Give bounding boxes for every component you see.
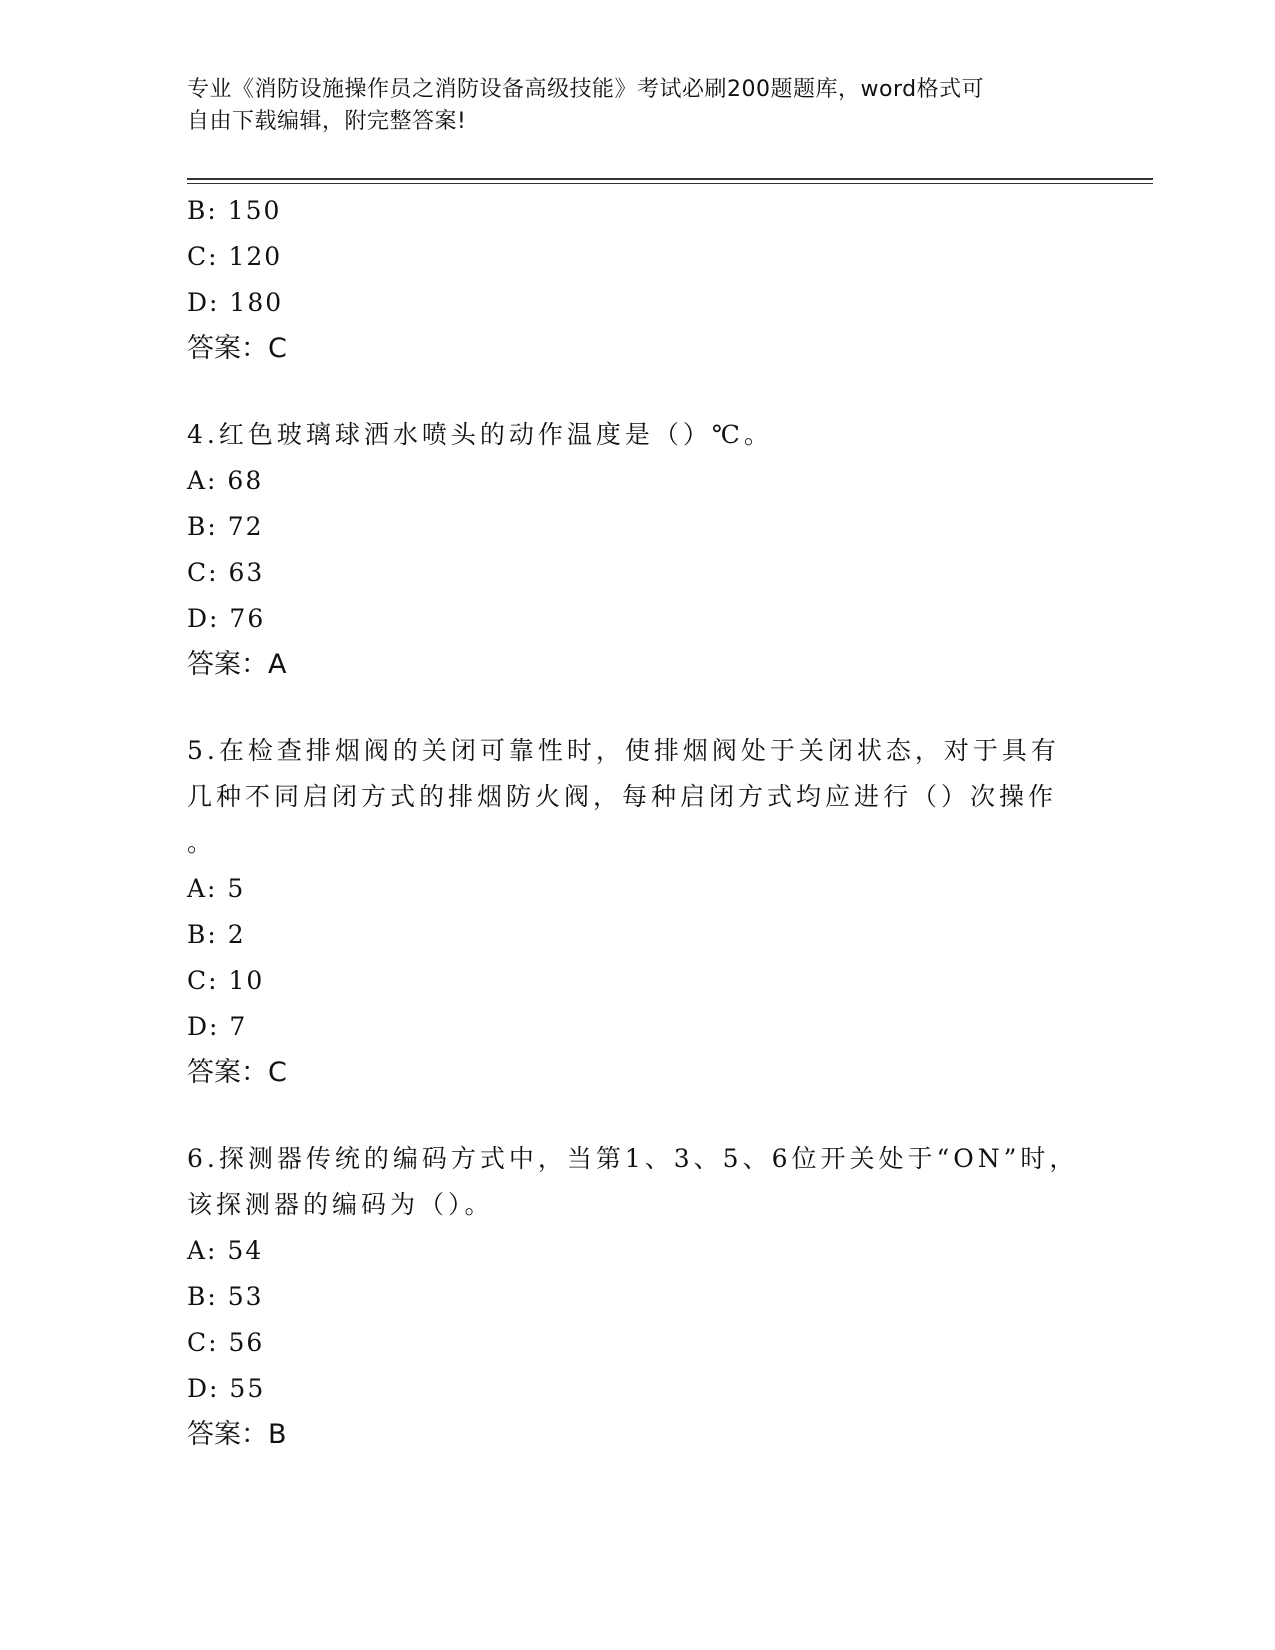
option-b: B: 72 [187,512,264,541]
question-text-line: 几种不同启闭方式的排烟防火阀，每种启闭方式均应进行（）次操作 [187,782,1058,811]
option-d: D: 180 [187,288,284,317]
option-c: C: 56 [187,1328,265,1357]
answer-line: 答案：C [187,1057,287,1088]
option-d: D: 7 [187,1012,248,1041]
question-text-line: 5.在检查排烟阀的关闭可靠性时，使排烟阀处于关闭状态，对于具有 [187,736,1060,765]
question-5 [187,728,1067,1096]
question-text-line: 6.探测器传统的编码方式中，当第1、3、5、6位开关处于“ON”时， [187,1144,1079,1173]
question-6 [187,1136,1079,1458]
answer-line: 答案：C [187,333,287,364]
question-text [187,412,1067,458]
option-d: D: 55 [187,1374,266,1403]
option-c: C: 120 [187,242,283,271]
option-b: B: 150 [187,196,282,225]
question-text [187,1136,1079,1228]
option-a: A: 5 [187,874,246,903]
question-text-line: 4.红色玻璃球洒水喷头的动作温度是（）℃。 [187,420,773,449]
option-d: D: 76 [187,604,266,633]
spacer [187,372,1067,412]
option-a: A: 68 [187,466,264,495]
question-4 [187,412,1067,688]
option-a: A: 54 [187,1236,264,1265]
question-text-line: 。 [187,828,217,857]
header-divider-thin [187,183,1153,184]
option-b: B: 2 [187,920,246,949]
question-list [187,188,1079,1458]
spacer [187,1096,1067,1136]
answer-line: 答案：B [187,1419,287,1450]
header-line-2: 自由下载编辑，附完整答案! [187,109,467,134]
option-b: B: 53 [187,1282,264,1311]
option-c: C: 10 [187,966,265,995]
answer-line: 答案：A [187,649,287,680]
question-text [187,728,1067,866]
spacer [187,688,1067,728]
question-3-continued [187,188,1067,372]
option-c: C: 63 [187,558,265,587]
header-line-1: 专业《消防设施操作员之消防设备高级技能》考试必刷200题题库，word格式可 [187,77,985,102]
header-divider-thick [187,178,1153,180]
document-header [187,74,1067,138]
question-text-line: 该探测器的编码为（）。 [187,1190,494,1219]
